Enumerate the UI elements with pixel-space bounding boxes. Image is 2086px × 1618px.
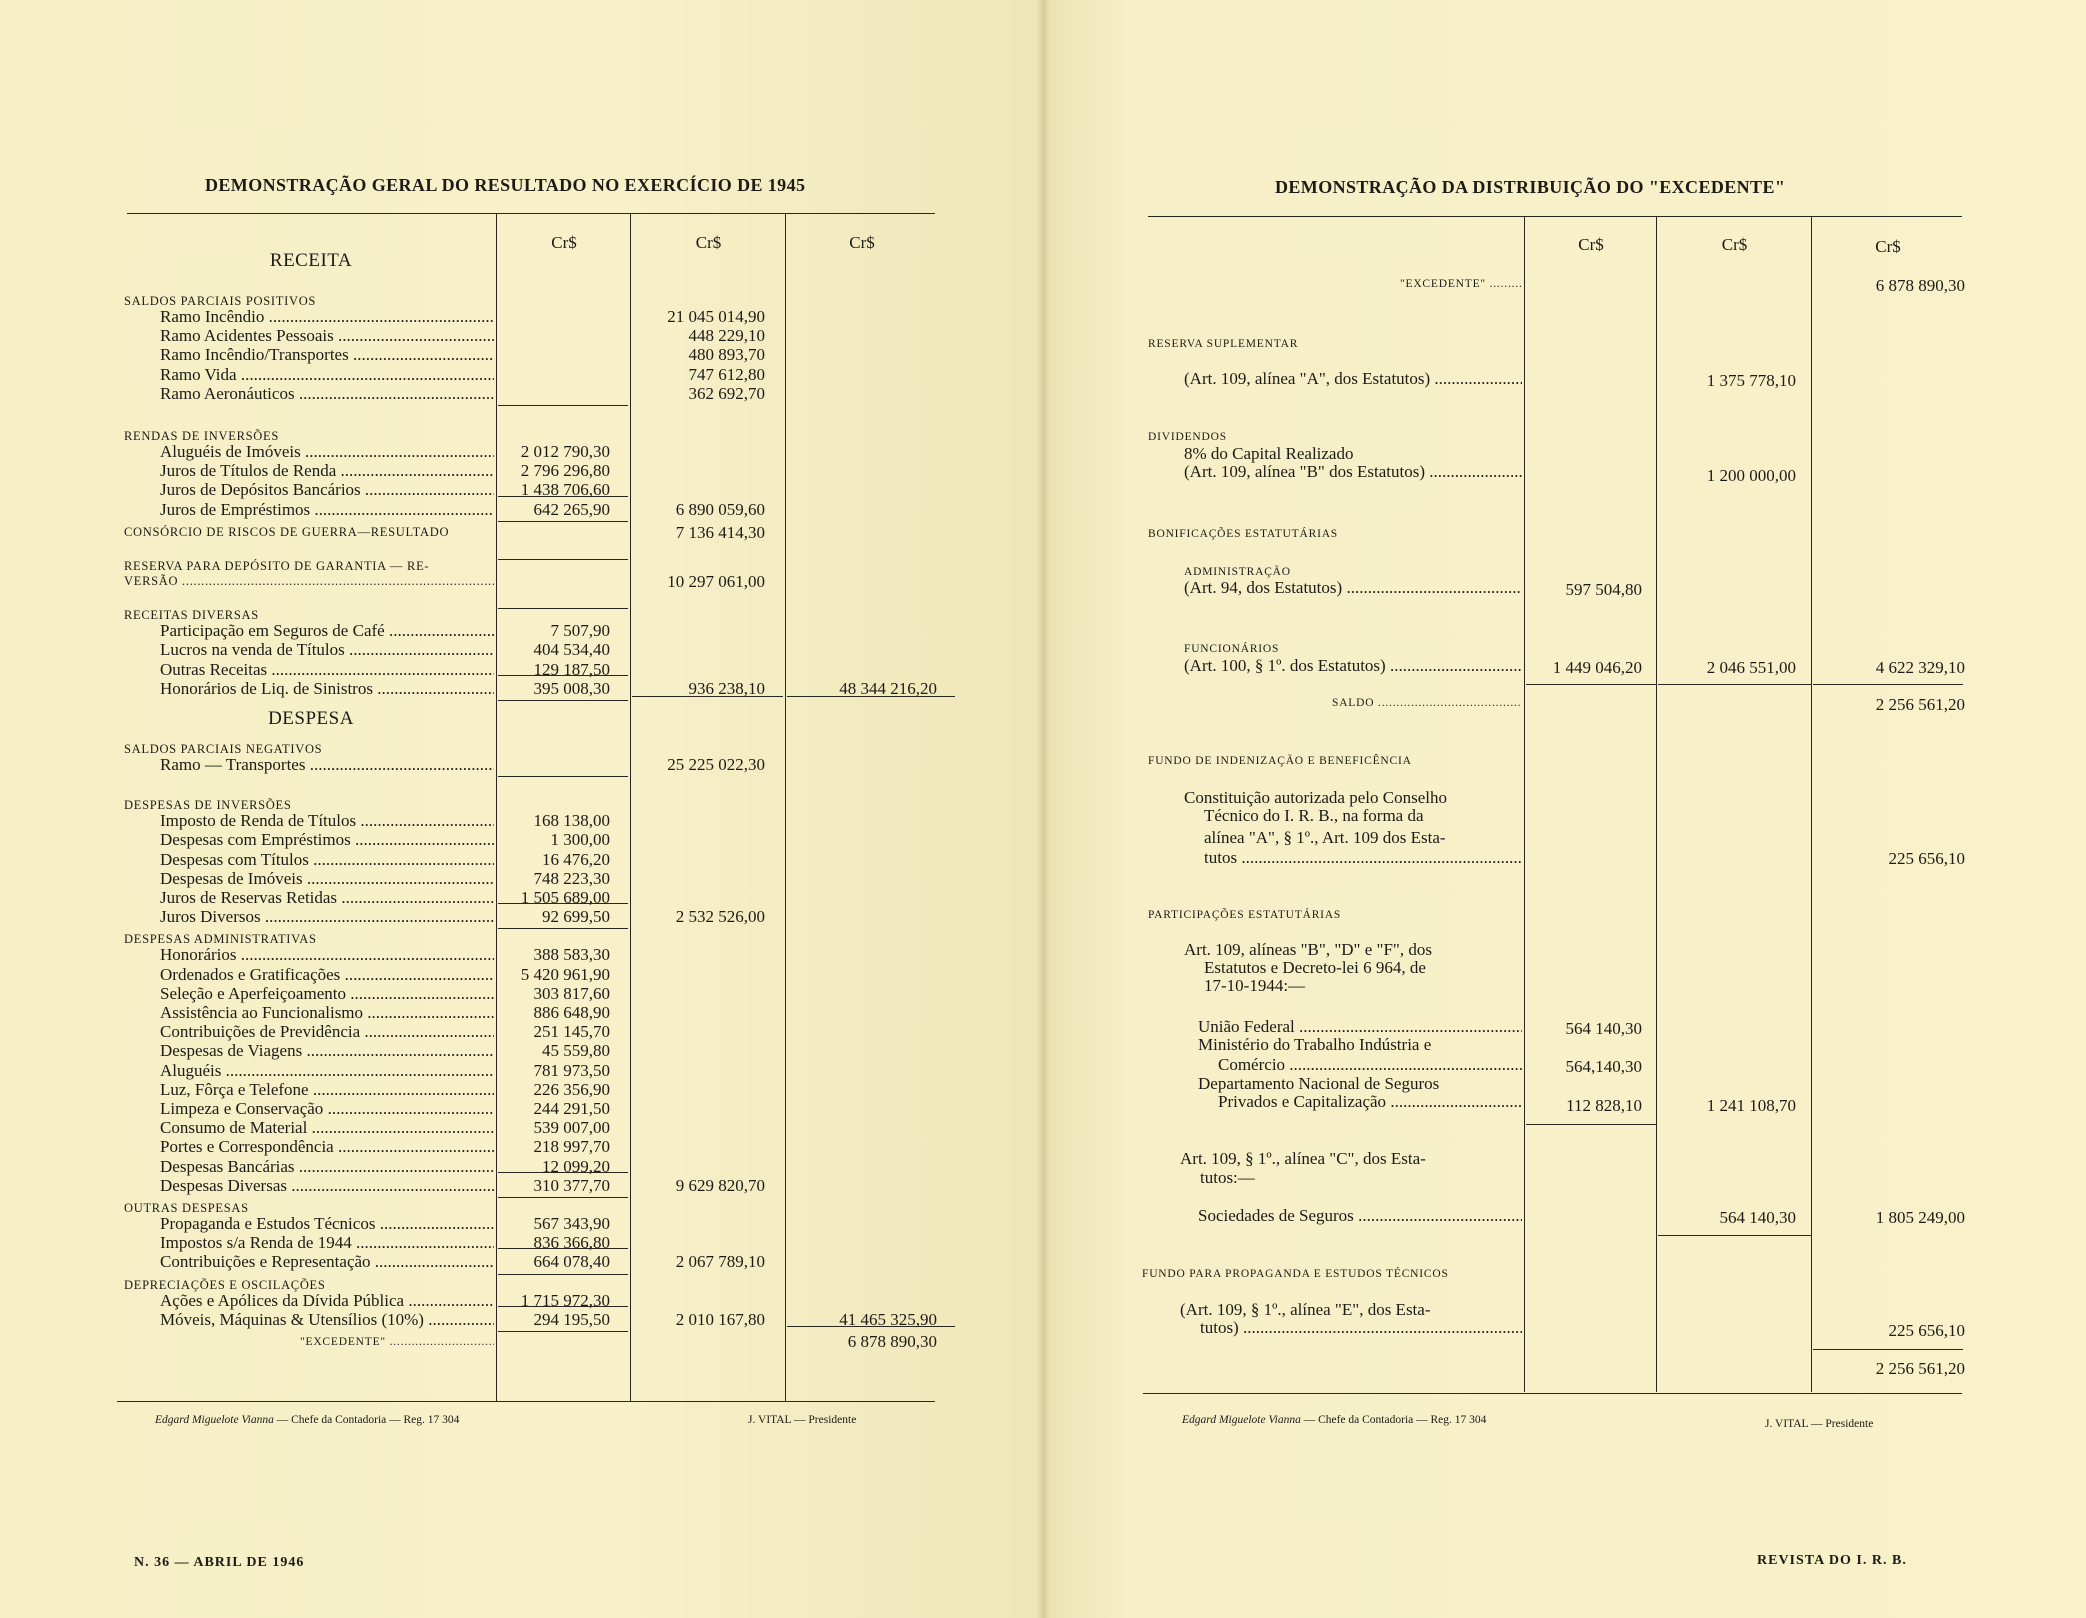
line-item-col1: 5 420 961,90 (520, 964, 610, 984)
right-signature-accountant: Edgard Miguelote Vianna — Chefe da Contadoria — Reg. 17 304 (1182, 1414, 1487, 1426)
fundo-prop-value: 225 656,10 (1888, 1321, 1965, 1340)
fundo-ind-line4: tutos ..... (1204, 848, 1522, 867)
line-item-col1: 748 223,30 (533, 868, 610, 888)
despesa-total-rule (787, 1326, 955, 1327)
group-heading: CONSÓRCIO DE RISCOS DE GUERRA—RESULTADO (124, 524, 450, 539)
dividendos-value: 1 200 000,00 (1706, 466, 1796, 485)
line-item-col2: 362 692,70 (688, 383, 765, 403)
saldo-value: 2 256 561,20 (1875, 695, 1965, 714)
group-heading: DESPESAS DE INVERSÕES (124, 798, 292, 813)
depto-line1: Departamento Nacional de Seguros (1198, 1074, 1440, 1093)
line-item-label: Limpeza e Conservação ..... (160, 1099, 494, 1118)
line-item-label: Luz, Fôrça e Telefone ..... (160, 1080, 494, 1099)
line-item-label: Despesas com Títulos ..... (160, 850, 494, 869)
line-item-col1: 303 817,60 (533, 983, 610, 1003)
reserva-heading: RESERVA SUPLEMENTAR (1148, 338, 1299, 350)
sociedades-c3: 1 805 249,00 (1875, 1208, 1965, 1227)
func-text: (Art. 100, § 1º. dos Estatutos) ..... (1184, 656, 1522, 675)
line-item-label: Imposto de Renda de Títulos ..... (160, 811, 494, 830)
line-item-col1: 45 559,80 (542, 1041, 610, 1061)
right-col-header-1: Cr$ (1578, 235, 1604, 254)
group-end-rule (498, 1331, 628, 1332)
line-item-col1: 886 648,90 (533, 1003, 610, 1022)
line-item-label: Aluguéis ..... (160, 1061, 494, 1080)
line-item-label: Despesas de Imóveis ..... (160, 869, 494, 888)
line-item-col3: 48 344 216,20 (839, 678, 937, 698)
subtotal-rule (498, 1172, 628, 1173)
right-title: DEMONSTRAÇÃO DA DISTRIBUIÇÃO DO "EXCEDENTE" (1275, 177, 1786, 197)
receita-total-rule (632, 696, 783, 697)
group-end-rule (498, 559, 628, 560)
line-item-col2: 480 893,70 (688, 345, 765, 365)
subtotal-rule (498, 675, 628, 676)
func-c1: 1 449 046,20 (1552, 658, 1642, 677)
line-item-col2: 2 532 526,00 (675, 907, 765, 927)
line-item-label: Portes e Correspondência ..... (160, 1137, 494, 1156)
func-c2: 2 046 551,00 (1706, 658, 1796, 677)
group-heading-cont: VERSÃO ..... (124, 572, 494, 591)
ministerio-line1: Ministério do Trabalho Indústria e (1198, 1035, 1432, 1054)
line-item-label: Despesas de Viagens ..... (160, 1041, 494, 1060)
line-item-label: Ramo — Transportes ..... (160, 755, 494, 774)
left-excedente-value: 6 878 890,30 (847, 1332, 937, 1351)
line-item-label: Lucros na venda de Títulos ..... (160, 640, 494, 659)
line-item-col1: 168 138,00 (533, 811, 610, 831)
line-item-col2: 936 238,10 (688, 678, 765, 698)
fundo-prop-heading: FUNDO PARA PROPAGANDA E ESTUDOS TÉCNICOS (1142, 1268, 1449, 1280)
subtotal-rule (498, 496, 628, 497)
receita-heading: RECEITA (269, 250, 353, 271)
line-item-col1: 2 796 296,80 (520, 461, 610, 481)
line-item-col1: 388 583,30 (533, 945, 610, 965)
left-excedente-label: "EXCEDENTE" ..... (300, 1333, 494, 1352)
right-total-value: 2 256 561,20 (1875, 1359, 1965, 1378)
line-item-col1: 395 008,30 (533, 678, 610, 698)
line-item-label: Ordenados e Gratificações ..... (160, 965, 494, 984)
art109c-line1: Art. 109, § 1º., alínea "C", dos Esta- (1180, 1149, 1426, 1168)
left-page-footer: N. 36 — ABRIL DE 1946 (134, 1555, 305, 1570)
line-item-label: Propaganda e Estudos Técnicos ..... (160, 1214, 494, 1233)
line-item-label: Juros Diversos ..... (160, 907, 494, 926)
line-item-col2: 747 612,80 (688, 364, 765, 384)
left-col-rule-1 (496, 213, 497, 1402)
dividendos-line2: (Art. 109, alínea "B" dos Estatutos) ..... (1184, 462, 1522, 481)
admin-value: 597 504,80 (1565, 580, 1642, 599)
bonif-heading: BONIFICAÇÕES ESTATUTÁRIAS (1148, 528, 1338, 540)
dividendos-line1: 8% do Capital Realizado (1184, 444, 1354, 463)
right-top-rule (1148, 216, 1962, 217)
right-excedente-value: 6 878 890,30 (1875, 276, 1965, 295)
ministerio-line2: Comércio ..... (1218, 1055, 1522, 1074)
right-signature-president: J. VITAL — Presidente (1765, 1418, 1874, 1430)
right-col-rule-3 (1811, 216, 1812, 1392)
group-heading: SALDOS PARCIAIS NEGATIVOS (124, 742, 323, 756)
line-item-label: Consumo de Material ..... (160, 1118, 494, 1137)
group-heading: DESPESAS ADMINISTRATIVAS (124, 932, 317, 947)
fundo-ind-line3: alínea "A", § 1º., Art. 109 dos Esta- (1204, 828, 1446, 847)
line-item-label: Aluguéis de Imóveis ..... (160, 442, 494, 461)
line-item-col2: 2 010 167,80 (675, 1309, 765, 1329)
saldo-label: SALDO ..... (1332, 694, 1522, 713)
line-item-label: Honorários de Liq. de Sinistros ..... (160, 679, 494, 698)
line-item-label: Juros de Empréstimos ..... (160, 500, 494, 519)
func-sep-2 (1658, 684, 1811, 685)
line-item-col1: 664 078,40 (533, 1252, 610, 1272)
line-item-col1: 12 099,20 (542, 1156, 610, 1176)
partic-line3: 17-10-1944:— (1204, 976, 1306, 995)
depto-c2: 1 241 108,70 (1706, 1096, 1796, 1115)
line-item-col2: 448 229,10 (688, 326, 765, 346)
line-item-col1: 567 343,90 (533, 1214, 610, 1233)
admin-heading: ADMINISTRAÇÃO (1184, 566, 1291, 578)
line-item-col1: 836 366,80 (533, 1233, 610, 1253)
line-item-label: Ações e Apólices da Dívida Pública ..... (160, 1291, 494, 1310)
right-col-rule-1 (1524, 216, 1525, 1392)
line-item-col3: 41 465 325,90 (839, 1309, 937, 1329)
line-item-col2: 6 890 059,60 (675, 499, 765, 519)
line-item-label: Honorários ..... (160, 945, 494, 964)
line-item-col1: 404 534,40 (533, 640, 610, 660)
group-heading: RESERVA PARA DEPÓSITO DE GARANTIA — RE- (124, 559, 430, 573)
fundo-ind-value: 225 656,10 (1888, 849, 1965, 868)
group-heading: SALDOS PARCIAIS POSITIVOS (124, 294, 317, 308)
line-item-label: Assistência ao Funcionalismo ..... (160, 1003, 494, 1022)
right-col-rule-2 (1656, 216, 1657, 1392)
reserva-text: (Art. 109, alínea "A", dos Estatutos) ..... (1184, 369, 1522, 388)
line-item-col1: 244 291,50 (533, 1099, 610, 1118)
group-heading: OUTRAS DESPESAS (124, 1201, 249, 1215)
right-page-footer: REVISTA DO I. R. B. (1757, 1553, 1907, 1568)
admin-text: (Art. 94, dos Estatutos) ..... (1184, 578, 1522, 597)
line-item-col1: 251 145,70 (533, 1022, 610, 1042)
group-end-rule (498, 700, 628, 701)
func-sep-1 (1526, 684, 1656, 685)
line-item-label: Móveis, Máquinas & Utensílios (10%) ..... (160, 1310, 494, 1329)
art109c-line2: tutos:— (1200, 1168, 1255, 1187)
fundo-prop-line2: tutos) ..... (1200, 1318, 1522, 1337)
func-c3: 4 622 329,10 (1875, 658, 1965, 677)
fundo-prop-line1: (Art. 109, § 1º., alínea "E", dos Esta- (1180, 1300, 1431, 1319)
left-signature-accountant: Edgard Miguelote Vianna — Chefe da Contadoria — Reg. 17 304 (155, 1414, 460, 1426)
book-gutter (1036, 0, 1050, 1618)
uniao-label: União Federal ..... (1198, 1017, 1522, 1036)
line-item-label: Despesas Diversas ..... (160, 1176, 494, 1195)
line-item-col2: 25 225 022,30 (667, 755, 765, 774)
uniao-value: 564 140,30 (1565, 1019, 1642, 1038)
line-item-col1: 226 356,90 (533, 1079, 610, 1099)
line-item-col1: 1 300,00 (550, 830, 610, 850)
line-item-col2: 21 045 014,90 (667, 307, 765, 326)
depto-sep (1526, 1124, 1656, 1125)
func-heading: FUNCIONÁRIOS (1184, 643, 1280, 655)
line-item-col2: 9 629 820,70 (675, 1175, 765, 1195)
right-excedente-label: "EXCEDENTE" ..... (1400, 275, 1522, 294)
line-item-label: Ramo Incêndio/Transportes ..... (160, 345, 494, 364)
depto-line2: Privados e Capitalização ..... (1218, 1092, 1522, 1111)
fundo-ind-line2: Técnico do I. R. B., na forma da (1204, 806, 1424, 825)
group-end-rule (498, 776, 628, 777)
line-item-col2: 10 297 061,00 (667, 572, 765, 591)
left-bottom-rule (117, 1401, 935, 1402)
line-item-col1: 642 265,90 (533, 499, 610, 519)
line-item-label: Despesas Bancárias ..... (160, 1157, 494, 1176)
line-item-label: Outras Receitas ..... (160, 660, 494, 679)
line-item-label: Contribuições e Representação ..... (160, 1252, 494, 1271)
group-end-rule (498, 405, 628, 406)
right-bottom-rule (1143, 1393, 1962, 1394)
right-col-header-2: Cr$ (1721, 235, 1748, 254)
line-item-label: Juros de Reservas Retidas ..... (160, 888, 494, 907)
partic-heading: PARTICIPAÇÕES ESTATUTÁRIAS (1148, 909, 1342, 921)
ministerio-value: 564,140,30 (1565, 1057, 1642, 1076)
line-item-col2: 2 067 789,10 (675, 1252, 765, 1272)
line-item-col1: 1 505 689,00 (520, 888, 610, 907)
partic-line1: Art. 109, alíneas "B", "D" e "F", dos (1184, 940, 1432, 959)
sociedades-sep (1658, 1235, 1811, 1236)
fundo-ind-heading: FUNDO DE INDENIZAÇÃO E BENEFICÊNCIA (1148, 755, 1412, 767)
group-end-rule (498, 608, 628, 609)
left-top-rule (127, 213, 935, 214)
group-end-rule (498, 1197, 628, 1198)
left-col-header-2: Cr$ (695, 233, 722, 252)
line-item-col1: 92 699,50 (542, 907, 610, 927)
receita-total-rule-3 (787, 696, 955, 697)
left-col-header-3: Cr$ (849, 233, 875, 252)
group-end-rule (498, 521, 628, 522)
line-item-col1: 294 195,50 (533, 1309, 610, 1329)
line-item-col1: 539 007,00 (533, 1118, 610, 1138)
line-item-col1: 129 187,50 (533, 659, 610, 679)
line-item-label: Contribuições de Previdência ..... (160, 1022, 494, 1041)
sociedades-c2: 564 140,30 (1719, 1208, 1796, 1227)
group-heading: RENDAS DE INVERSÕES (124, 429, 279, 443)
line-item-col1: 7 507,90 (550, 621, 610, 641)
line-item-label: Ramo Vida ..... (160, 365, 494, 384)
fundo-ind-line1: Constituição autorizada pelo Conselho (1184, 788, 1447, 807)
line-item-col1: 1 715 972,30 (520, 1290, 610, 1310)
reserva-value: 1 375 778,10 (1706, 371, 1796, 390)
subtotal-rule (498, 1248, 628, 1249)
left-signature-president: J. VITAL — Presidente (748, 1414, 857, 1426)
func-sep-3 (1813, 684, 1963, 685)
line-item-label: Despesas com Empréstimos ..... (160, 830, 494, 849)
line-item-col1: 310 377,70 (533, 1175, 610, 1195)
right-col-header-3: Cr$ (1875, 237, 1901, 256)
left-col-rule-3 (785, 213, 786, 1402)
line-item-col1: 781 973,50 (533, 1060, 610, 1080)
line-item-col1: 16 476,20 (542, 849, 610, 869)
line-item-label: Participação em Seguros de Café ..... (160, 621, 494, 640)
line-item-label: Juros de Depósitos Bancários ..... (160, 480, 494, 499)
dividendos-heading: DIVIDENDOS (1148, 431, 1227, 443)
left-col-header-1: Cr$ (551, 233, 577, 252)
line-item-label: Impostos s/a Renda de 1944 ..... (160, 1233, 494, 1252)
line-item-col1: 1 438 706,60 (520, 480, 610, 500)
left-title: DEMONSTRAÇÃO GERAL DO RESULTADO NO EXERCÍCIO DE 1945 (205, 175, 806, 195)
line-item-col1: 2 012 790,30 (520, 442, 610, 461)
despesa-heading: DESPESA (268, 708, 354, 729)
subtotal-rule (498, 903, 628, 904)
line-item-label: Ramo Incêndio ..... (160, 307, 494, 326)
line-item-label: Seleção e Aperfeiçoamento ..... (160, 984, 494, 1003)
group-end-rule (498, 1274, 628, 1275)
group-end-rule (498, 928, 628, 929)
line-item-col1: 218 997,70 (533, 1137, 610, 1157)
left-col-rule-2 (630, 213, 631, 1402)
line-item-label: Ramo Acidentes Pessoais ..... (160, 326, 494, 345)
group-heading: RECEITAS DIVERSAS (124, 608, 259, 623)
subtotal-rule (498, 1306, 628, 1307)
right-total-sep (1813, 1349, 1963, 1350)
group-heading: DEPRECIAÇÕES E OSCILAÇÕES (124, 1277, 326, 1292)
partic-line2: Estatutos e Decreto-lei 6 964, de (1204, 958, 1426, 977)
line-item-label: Juros de Títulos de Renda ..... (160, 461, 494, 480)
depto-value: 112 828,10 (1566, 1096, 1642, 1115)
sociedades-label: Sociedades de Seguros ..... (1198, 1206, 1522, 1225)
line-item-col2: 7 136 414,30 (675, 522, 765, 542)
line-item-label: Ramo Aeronáuticos ..... (160, 384, 494, 403)
